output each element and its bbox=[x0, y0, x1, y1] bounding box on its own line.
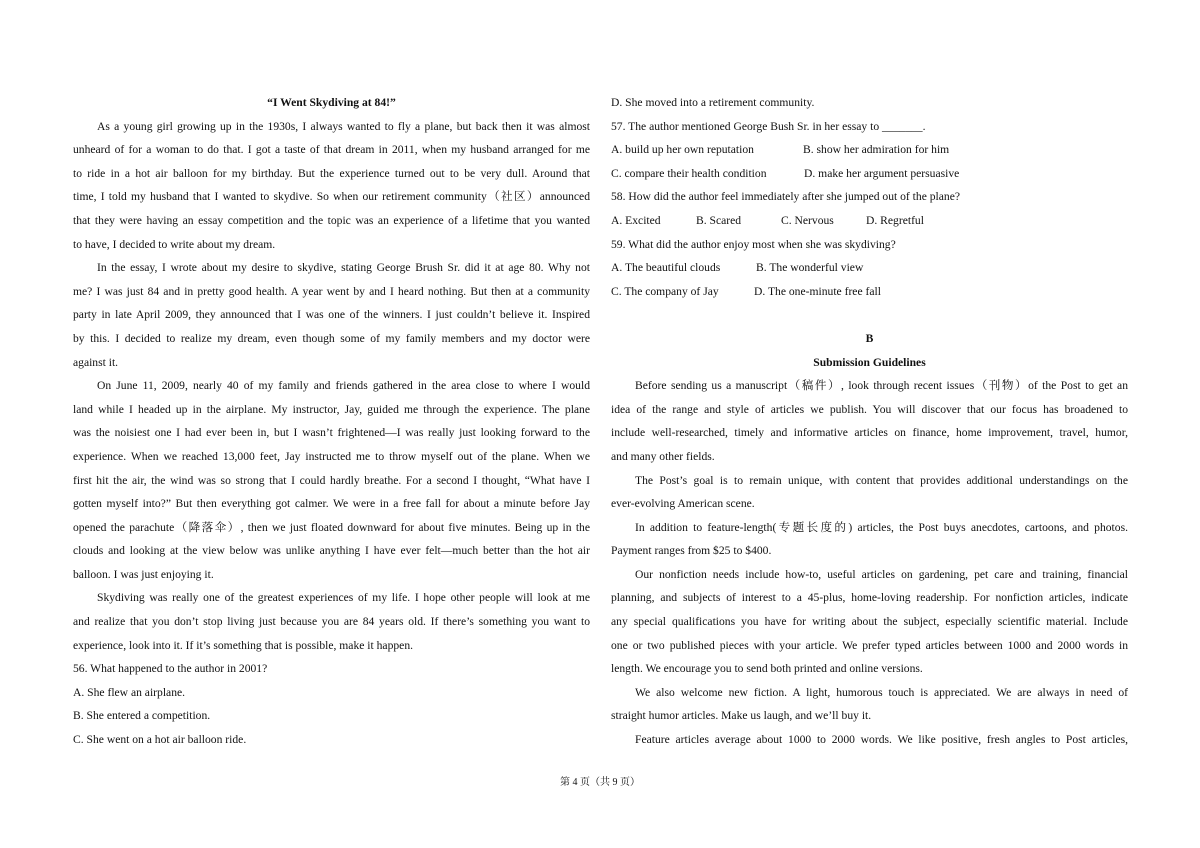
answer-option-d: D. The one-minute free fall bbox=[754, 284, 881, 298]
answer-option-c: C. Nervous bbox=[781, 213, 834, 227]
text-line: by this. I decided to realize my dream, even though some of my family members and my doctor were bbox=[73, 331, 590, 345]
passage-a-title: “I Went Skydiving at 84!” bbox=[267, 96, 396, 109]
text-line: gotten myself into?” But then everything got calmer. We were in a free fall for about a minute before Jay bbox=[73, 497, 590, 511]
passage-b-letter: B bbox=[865, 331, 874, 345]
text-line: that they were having an essay competition and the topic was an experience of a lifetime that you wanted bbox=[73, 213, 590, 227]
question-stem: 56. What happened to the author in 2001? bbox=[73, 662, 268, 676]
passage-a-paragraph-3 bbox=[73, 374, 590, 586]
text-line: first hit the air, the wind was so strong that I could hardly breathe. For a second I thought, “What have I bbox=[73, 473, 590, 487]
options-row bbox=[611, 280, 1128, 304]
passage-b-paragraph-3 bbox=[611, 516, 1128, 563]
text-line: was the noisiest one I had ever been in, but I wasn’t frightened—I was really just looking forward to the bbox=[73, 426, 590, 440]
question-stem: 58. How did the author feel immediately after she jumped out of the plane? bbox=[611, 190, 960, 204]
answer-option-d: D. Regretful bbox=[866, 213, 924, 227]
answer-option-d: D. She moved into a retirement community. bbox=[611, 96, 815, 109]
text-line: experience, look into it. If it’s something that is possible, make it happen. bbox=[73, 638, 414, 652]
text-line: against it. bbox=[73, 355, 119, 369]
text-line: one or two published pieces with your article. We prefer typed articles between 1000 and 2000 words in bbox=[611, 638, 1128, 652]
options-row bbox=[611, 162, 1128, 186]
text-line: On June 11, 2009, nearly 40 of my family and friends gathered in the area close to where I would bbox=[97, 379, 590, 393]
text-line: party in late April 2009, they announced that I was one of the winners. I just couldn’t believe it. Inspired bbox=[73, 308, 590, 322]
text-line: clouds and looking at the view below was unlike anything I have ever felt—much better than the hot air bbox=[73, 544, 590, 558]
answer-option-a: A. build up her own reputation bbox=[611, 143, 754, 157]
text-line: unheard of for a woman to do that. I got a taste of that dream in 2011, when my husband arranged for me bbox=[73, 143, 590, 157]
left-column bbox=[73, 91, 590, 752]
question-59 bbox=[611, 233, 1128, 304]
text-line: planning, and subjects of interest to a 45-plus, home-loving readership. For nonfiction articles, indicate bbox=[611, 591, 1128, 605]
passage-a-paragraph-1 bbox=[73, 115, 590, 257]
passage-b-paragraph-1 bbox=[611, 374, 1128, 468]
answer-option-a: A. Excited bbox=[611, 213, 661, 227]
passage-b-paragraph-5 bbox=[611, 681, 1128, 728]
text-line: and many other fields. bbox=[611, 449, 715, 463]
question-57 bbox=[611, 115, 1128, 186]
text-line: idea of the range and style of articles we publish. You will discover that our focus has broadened to bbox=[611, 402, 1128, 416]
question-58 bbox=[611, 185, 1128, 232]
answer-option-b: B. Scared bbox=[696, 213, 742, 227]
text-line: to ride in a hot air balloon for my birthday. But the experience turned out to be very dull. Around that bbox=[73, 166, 590, 180]
options-row bbox=[611, 209, 1128, 233]
question-stem: 59. What did the author enjoy most when she was skydiving? bbox=[611, 237, 896, 251]
text-line: In addition to feature-length(专题长度的) articles, the Post buys anecdotes, cartoons, and photos. bbox=[635, 520, 1128, 534]
answer-option-b: B. She entered a competition. bbox=[73, 709, 211, 723]
text-line: Payment ranges from $25 to $400. bbox=[611, 544, 772, 558]
text-line: length. We encourage you to send both printed and online versions. bbox=[611, 662, 923, 676]
answer-option-a: A. She flew an airplane. bbox=[73, 685, 186, 699]
text-line: In the essay, I wrote about my desire to skydive, stating George Brush Sr. did it at age 80. Why not bbox=[97, 261, 590, 275]
text-line: balloon. I was just enjoying it. bbox=[73, 567, 214, 581]
text-line: opened the parachute（降落伞）, then we just floated downward for about five minutes. Being up in the bbox=[73, 520, 590, 534]
text-line: straight humor articles. Make us laugh, and we’ll buy it. bbox=[611, 709, 872, 723]
blank-line bbox=[611, 303, 1128, 327]
text-line: experience. When we reached 13,000 feet, Jay instructed me to throw myself out of the plane. When we bbox=[73, 449, 590, 463]
passage-b-paragraph-2 bbox=[611, 469, 1128, 516]
text-line: Feature articles average about 1000 to 2000 words. We like positive, fresh angles to Post articles, bbox=[635, 733, 1128, 747]
answer-option-c: C. The company of Jay bbox=[611, 284, 719, 298]
passage-b-title: Submission Guidelines bbox=[813, 355, 926, 369]
text-line: include well-researched, timely and informative articles on finance, home improvement, travel, humor, bbox=[611, 426, 1128, 440]
passage-b-paragraph-4 bbox=[611, 563, 1128, 681]
answer-option-d: D. make her argument persuasive bbox=[804, 166, 960, 180]
answer-option-a: A. The beautiful clouds bbox=[611, 261, 721, 275]
text-line: land while I headed up in the airplane. My instructor, Jay, guided me through the experience. The plane bbox=[73, 402, 590, 416]
question-stem: 57. The author mentioned George Bush Sr. in her essay to _______. bbox=[611, 119, 926, 133]
page-number-footer: 第 4 页（共 9 页） bbox=[560, 777, 640, 788]
text-line: As a young girl growing up in the 1930s, I always wanted to fly a plane, but back then it was almost bbox=[97, 119, 590, 133]
answer-option-b: B. The wonderful view bbox=[756, 261, 864, 275]
text-line: Our nonfiction needs include how-to, useful articles on gardening, pet care and training, financial bbox=[635, 567, 1128, 581]
answer-option-c: C. compare their health condition bbox=[611, 166, 767, 180]
options-row bbox=[611, 256, 1128, 280]
text-line: to have, I decided to write about my dream. bbox=[73, 237, 276, 251]
text-line: We also welcome new fiction. A light, humorous touch is appreciated. We are always in need of bbox=[635, 685, 1128, 699]
question-56 bbox=[73, 657, 590, 751]
answer-option-c: C. She went on a hot air balloon ride. bbox=[73, 733, 247, 747]
text-line: The Post’s goal is to remain unique, with content that provides additional understandings on the bbox=[635, 473, 1128, 487]
text-line: time, I told my husband that I wanted to skydive. So when our retirement community（社区）announced bbox=[73, 190, 590, 204]
text-line: Skydiving was really one of the greatest experiences of my life. I hope other people will look at me bbox=[97, 591, 590, 605]
text-line: me? I was just 84 and in pretty good health. A year went by and I heard nothing. But then at a community bbox=[73, 284, 590, 298]
options-row bbox=[611, 138, 1128, 162]
answer-option-b: B. show her admiration for him bbox=[803, 143, 950, 157]
passage-a-paragraph-2 bbox=[73, 256, 590, 374]
passage-b-paragraph-6 bbox=[611, 728, 1128, 752]
text-line: any special qualifications you have for writing about the subject, especially scientific material. Include bbox=[611, 615, 1128, 629]
text-line: ever-evolving American scene. bbox=[611, 497, 755, 511]
passage-a-paragraph-4 bbox=[73, 586, 590, 657]
text-line: and realize that you don’t stop living just because you are 84 years old. If there’s something you want to bbox=[73, 615, 590, 629]
right-column bbox=[611, 91, 1128, 752]
text-line: Before sending us a manuscript（稿件）, look through recent issues（刊物）of the Post to get an bbox=[635, 379, 1128, 393]
